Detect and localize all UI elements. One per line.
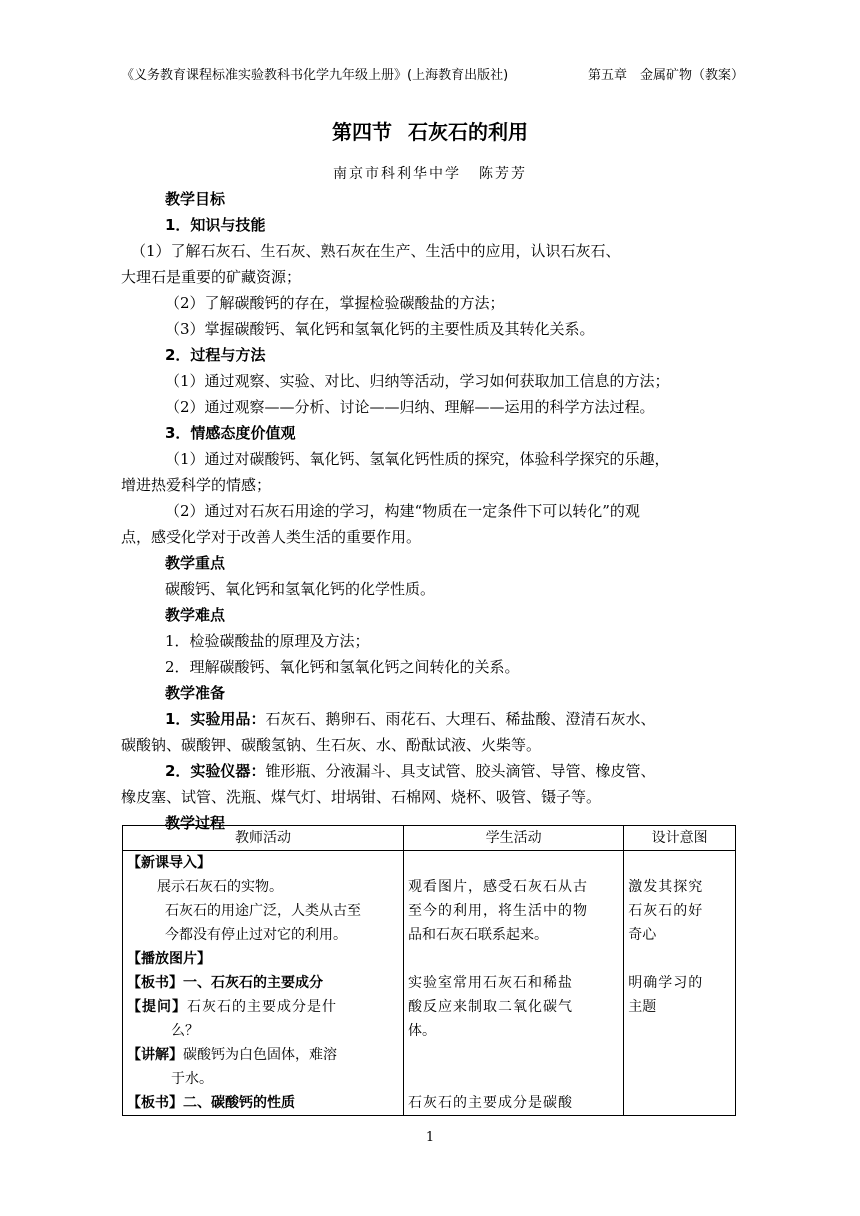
difficulty-item: 2．理解碳酸钙、氧化钙和氢氧化钙之间转化的关系。 [165,658,520,676]
teacher-line: 于水。 [171,1071,213,1087]
teacher-line: 石灰石的用途广泛，人类从古至 [165,903,361,919]
process-heading-main: 教学过程 [165,814,226,832]
intro-tag: 【新课导入】 [127,855,211,871]
teacher-line [127,971,399,995]
knowledge-item: （2）了解碳酸钙的存在，掌握检验碳酸盐的方法； [165,294,505,312]
key-points-text: 碳酸钙、氧化钙和氢氧化钙的化学性质。 [165,580,436,598]
table-header: 设计意图 [624,826,736,851]
materials-text: 石灰石、鹅卵石、雨花石、大理石、稀盐酸、澄清石灰水、 [265,710,656,728]
process-heading: 2．过程与方法 [165,346,266,364]
instruments-line: 橡皮塞、试管、洗瓶、煤气灯、坩埚钳、石棉网、烧杯、吸管、镊子等。 [121,788,602,806]
page-number: 1 [425,1130,435,1145]
teacher-activity-cell [123,851,404,1116]
author-name: 陈芳芳 [479,166,527,182]
instruments-label: 2．实验仪器： [165,762,266,780]
ask-tag: 【提问】 [127,999,187,1015]
section-number: 第四节 [332,120,392,144]
design-line: 石灰石的好 [628,903,704,919]
explain-tag: 【讲解】 [127,1047,183,1063]
materials-line [121,706,735,732]
header-book-title: 《义务教育课程标准实验教科书化学九年级上册》(上海教育出版社) [121,68,509,83]
table-header: 教师活动 [123,826,404,851]
preparation-heading: 教学准备 [165,684,226,702]
key-points-heading: 教学重点 [165,554,226,572]
difficulties-heading: 教学难点 [165,606,226,624]
design-line: 激发其探究 [628,879,704,895]
design-intent-cell [624,851,736,1116]
table-row [123,851,736,1116]
student-line: 酸反应来制取二氧化碳气 [408,999,573,1015]
table-header-row [123,826,736,851]
board-text: 二、碳酸钙的性质 [183,1095,295,1111]
instruments-line [121,758,735,784]
teacher-line [127,995,399,1019]
author-school: 南京市科利华中学 [333,166,461,182]
knowledge-item: （1）了解石灰石、生石灰、熟石灰在生产、生活中的应用，认识石灰石、 [131,242,621,260]
emotion-heading: 3．情感态度价值观 [165,424,296,442]
process-item: （2）通过观察——分析、讨论——归纳、理解——运用的科学方法过程。 [165,398,655,416]
materials-label: 1．实验用品： [165,710,266,728]
student-line: 实验室常用石灰石和稀盐 [408,975,573,991]
student-line: 品和石灰石联系起来。 [408,927,548,943]
emotion-item: （1）通过对碳酸钙、氧化钙、氢氧化钙性质的探究，体验科学探究的乐趣， [165,450,670,468]
student-line: 石灰石的主要成分是碳酸 [408,1095,573,1111]
design-line: 奇心 [628,927,657,943]
instruments-text: 锥形瓶、分液漏斗、具支试管、胶头滴管、导管、橡皮管、 [265,762,656,780]
show-tag: 【播放图片】 [127,951,211,967]
emotion-item: 增进热爱科学的情感； [121,476,272,494]
student-line: 至今的利用，将生活中的物 [408,903,588,919]
emotion-item: 点，感受化学对于改善人类生活的重要作用。 [121,528,422,546]
board-tag: 【板书】 [127,975,183,991]
materials-line: 碳酸钠、碳酸钾、碳酸氢钠、生石灰、水、酚酞试液、火柴等。 [121,736,542,754]
objectives-heading: 教学目标 [165,190,226,208]
process-item: （1）通过观察、实验、对比、归纳等活动，学习如何获取加工信息的方法； [165,372,670,390]
student-line: 观看图片，感受石灰石从古 [408,879,588,895]
header-chapter: 第五章 金属矿物（教案） [588,68,745,83]
knowledge-item: 大理石是重要的矿藏资源； [121,268,302,286]
board-text: 一、石灰石的主要成分 [183,975,323,991]
table-header: 学生活动 [404,826,624,851]
lesson-plan-body [121,186,735,836]
explain-text: 碳酸钙为白色固体，难溶 [183,1047,337,1063]
teacher-line: 么？ [171,1023,199,1039]
author-line [0,163,860,183]
knowledge-heading: 1．知识与技能 [165,216,266,234]
teacher-line: 今都没有停止过对它的利用。 [165,927,347,943]
ask-text: 石灰石的主要成分是什 [187,999,337,1015]
student-activity-cell [404,851,624,1116]
student-line: 体。 [408,1023,436,1039]
board-tag: 【板书】 [127,1095,183,1111]
teacher-line [127,1091,399,1115]
section-topic: 石灰石的利用 [408,120,528,144]
page-title [0,116,860,145]
knowledge-item: （3）掌握碳酸钙、氧化钙和氢氧化钙的主要性质及其转化关系。 [165,320,595,338]
emotion-item: （2）通过对石灰石用途的学习，构建“物质在一定条件下可以转化”的观 [165,502,640,520]
difficulty-item: 1．检验碳酸盐的原理及方法； [165,632,370,650]
design-line: 主题 [628,999,657,1015]
teaching-process-table [122,825,736,1116]
teacher-line [127,1043,399,1067]
teacher-line: 展示石灰石的实物。 [157,879,283,895]
design-line: 明确学习的 [628,975,704,991]
